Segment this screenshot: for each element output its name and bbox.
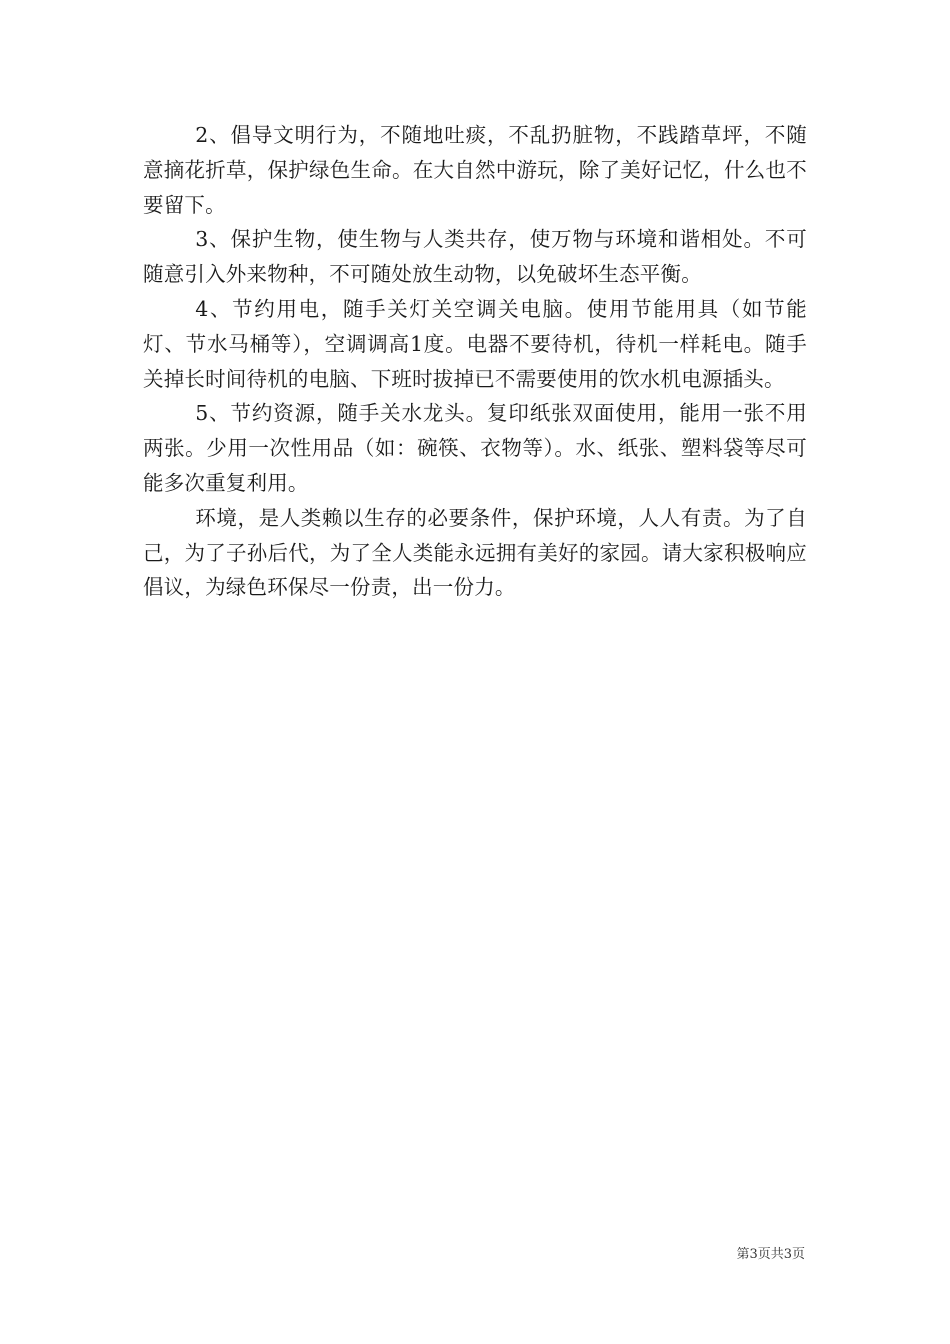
paragraph-item-2: 2、倡导文明行为，不随地吐痰，不乱扔脏物，不践踏草坪，不随意摘花折草，保护绿色生命。在大自然中游玩，除了美好记忆，什么也不要留下。 [143,123,807,217]
document-body [143,118,807,605]
paragraph-conclusion: 环境，是人类赖以生存的必要条件，保护环境，人人有责。为了自己，为了子孙后代，为了全人类能永远拥有美好的家园。请大家积极响应倡议，为绿色环保尽一份责，出一份力。 [143,505,807,600]
paragraph-item-5: 5、节约资源，随手关水龙头。复印纸张双面使用，能用一张不用两张。少用一次性用品（如：碗筷、衣物等）。水、纸张、塑料袋等尽可能多次重复利用。 [143,401,807,495]
page-number-footer: 第3页共3页 [736,1247,805,1262]
paragraph-item-3: 3、保护生物，使生物与人类共存，使万物与环境和谐相处。不可随意引入外来物种，不可随处放生动物，以免破坏生态平衡。 [143,227,807,287]
paragraph-item-4: 4、节约用电，随手关灯关空调关电脑。使用节能用具（如节能灯、节水马桶等），空调调高1度。电器不要待机，待机一样耗电。随手关掉长时间待机的电脑、下班时拔掉已不需要使用的饮水机电源插头。 [143,296,807,391]
